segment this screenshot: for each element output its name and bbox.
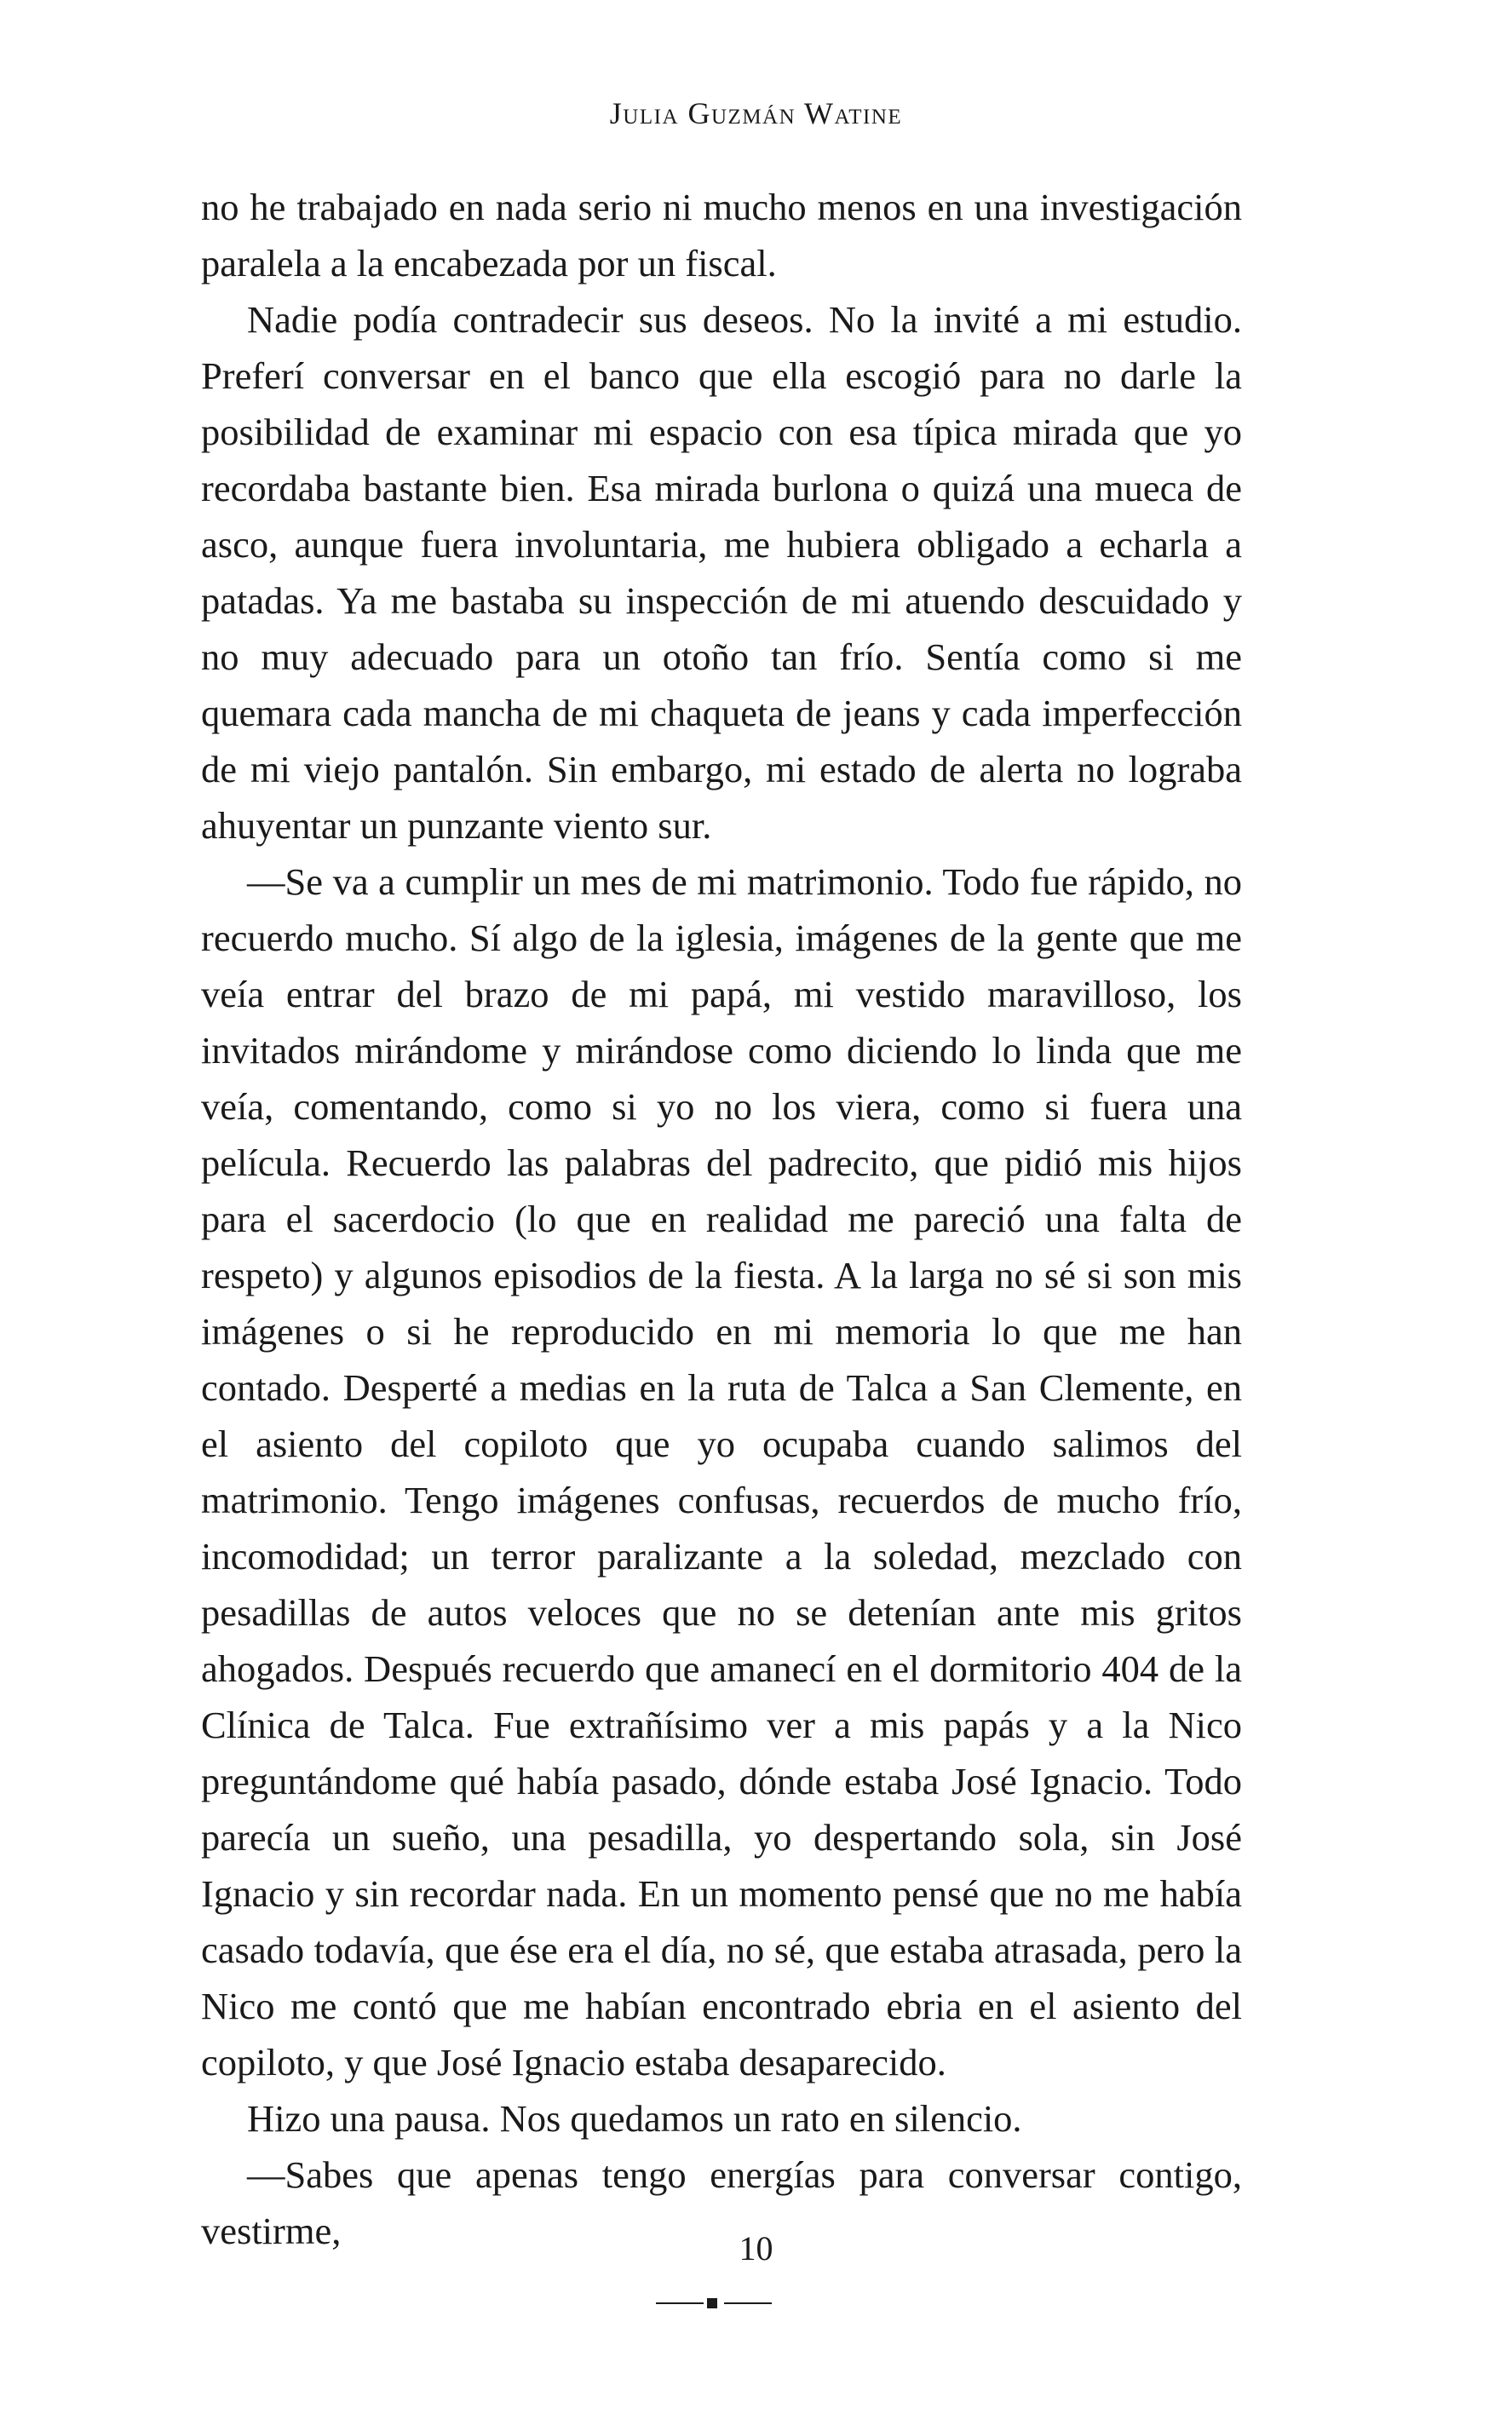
paragraph: Hizo una pausa. Nos quedamos un rato en silencio. <box>247 2097 1022 2140</box>
paragraph: no he trabajado en nada serio ni mucho menos en una investigación paralela a la encabezada por un fiscal. <box>201 186 1242 285</box>
ornament-rule-left <box>656 2302 704 2304</box>
running-header: Julia Guzmán Watine <box>609 96 903 130</box>
folio-ornament <box>656 2295 772 2312</box>
paragraph: —Sabes que apenas tengo energías para conversar contigo, vestirme, <box>201 2153 1242 2252</box>
paragraph: Nadie podía contradecir sus deseos. No la invité a mi estudio. Preferí conversar en el banco que ella escogió para no darle la posibilidad de examinar mi espacio con esa típica mirada que yo recordaba bastante bien. Esa mirada burlona o quizá una mueca de asco, aunque fuera involuntaria, me hubiera obligado a echarla a patadas. Ya me bastaba su inspección de mi atuendo descuidado y no muy adecuado para un otoño tan frío. Sentía como si me quemara cada mancha de mi chaqueta de jeans y cada imperfección de mi viejo pantalón. Sin embargo, mi estado de alerta no lograba ahuyentar un punzante viento sur. <box>201 298 1242 847</box>
page-number: 10 <box>739 2229 773 2267</box>
ornament-rule-right <box>724 2302 772 2304</box>
ornament-square <box>707 2298 717 2308</box>
paragraph: —Se va a cumplir un mes de mi matrimonio. Todo fue rápido, no recuerdo mucho. Sí algo de la iglesia, imágenes de la gente que me veía entrar del brazo de mi papá, mi vestido maravilloso, los invitados mirándome y mirándose como diciendo lo linda que me veía, comentando, como si yo no los viera, como si fuera una película. Recuerdo las palabras del padrecito, que pidió mis hijos para el sacerdocio (lo que en realidad me pareció una falta de respeto) y algunos episodios de la fiesta. A la larga no sé si son mis imágenes o si he reproducido en mi memoria lo que me han contado. Desperté a medias en la ruta de Talca a San Clemente, en el asiento del copiloto que yo ocupaba cuando salimos del matrimonio. Tengo imágenes confusas, recuerdos de mucho frío, incomodidad; un terror paralizante a la soledad, mezclado con pesadillas de autos veloces que no se detenían ante mis gritos ahogados. Después recuerdo que amanecí en el dormitorio 404 de la Clínica de Talca. Fue extrañísimo ver a mis papás y a la Nico preguntándome qué había pasado, dónde estaba José Ignacio. Todo parecía un sueño, una pesadilla, yo despertando sola, sin José Ignacio y sin recordar nada. En un momento pensé que no me había casado todavía, que ése era el día, no sé, que estaba atrasada, pero la Nico me contó que me habían encontrado ebria en el asiento del copiloto, y que José Ignacio estaba desaparecido. <box>201 860 1242 2084</box>
body-text <box>201 179 1242 2259</box>
